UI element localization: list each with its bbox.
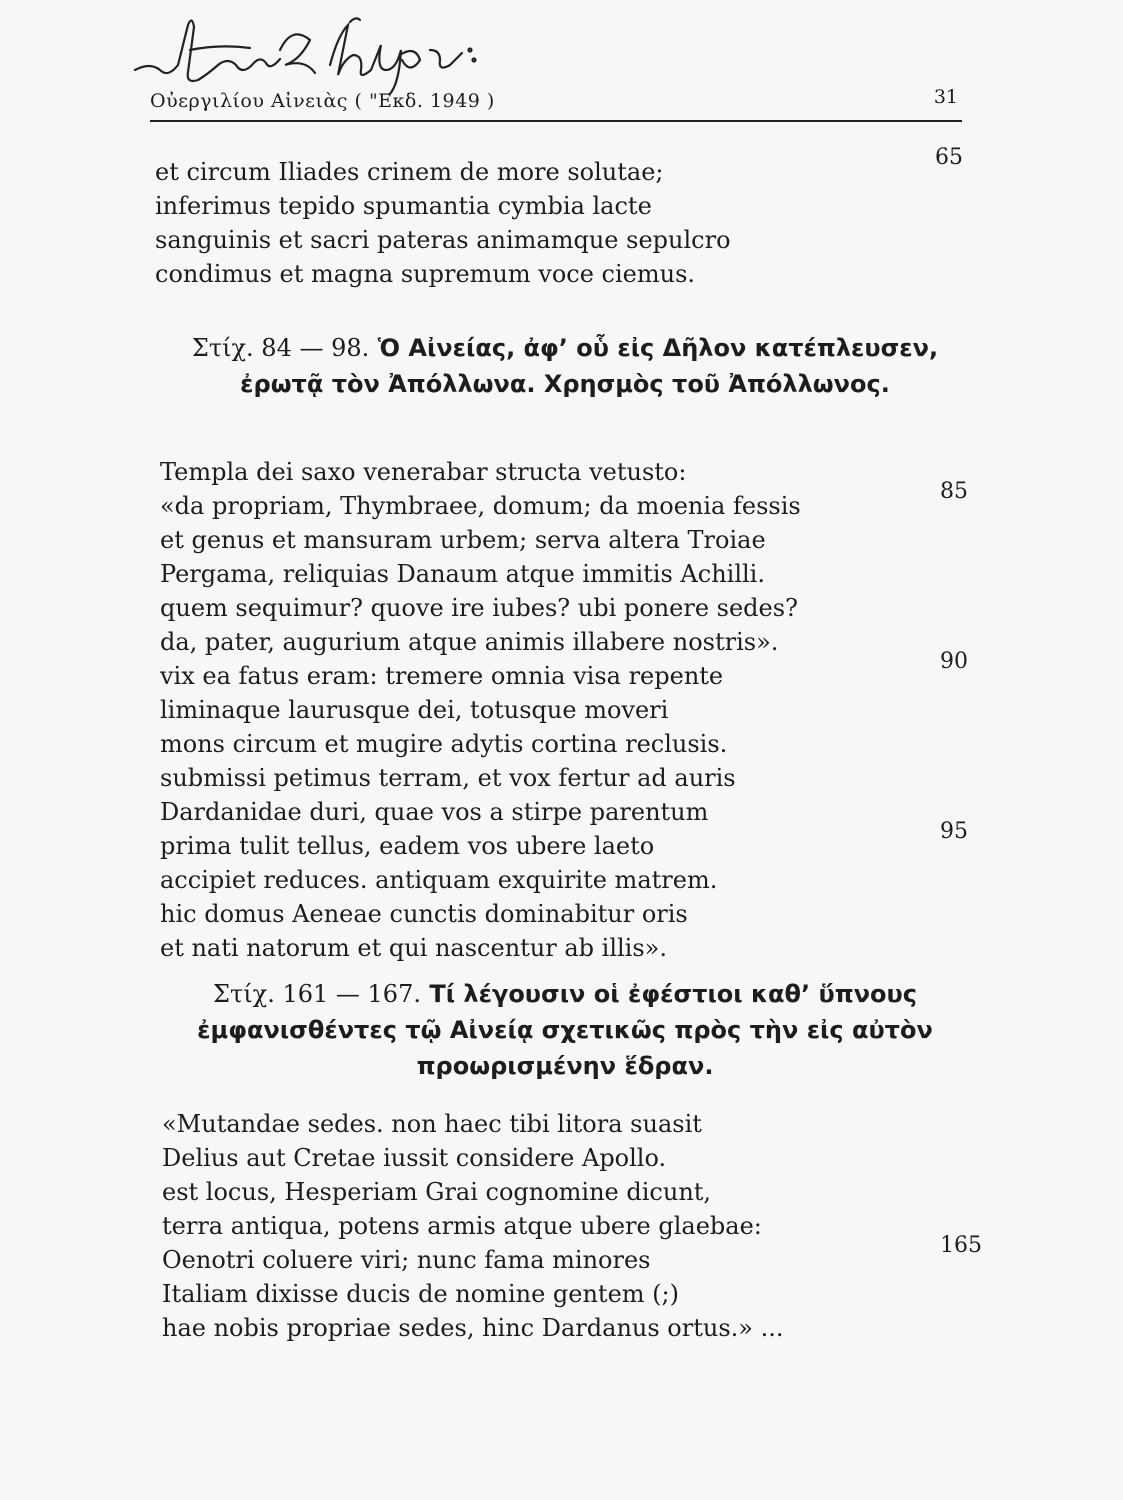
verse-line	[0, 1233, 1123, 1277]
section-heading-1	[155, 330, 975, 402]
verse-text: «Mutandae sedes. non haec tibi litora suasit	[162, 1110, 702, 1138]
line-number: 65	[935, 145, 963, 170]
verse-line	[0, 557, 1123, 591]
line-number: 95	[940, 819, 968, 844]
verse-line	[0, 257, 1123, 291]
verse-text: submissi petimus terram, et vox fertur ad auris	[160, 764, 736, 792]
heading-reference: Στίχ. 84 — 98.	[191, 334, 370, 362]
verse-text: Templa dei saxo venerabar structa vetusto:	[160, 458, 687, 486]
verse-line	[0, 819, 1123, 863]
verse-text: mons circum et mugire adytis cortina reclusis.	[160, 730, 728, 758]
verse-text: quem sequimur? quove ire iubes? ubi ponere sedes?	[160, 594, 798, 622]
verse-line	[0, 479, 1123, 523]
verse-text: inferimus tepido spumantia cymbia lacte	[155, 192, 652, 220]
verse-text: prima tulit tellus, eadem vos ubere laeto	[160, 832, 655, 860]
verse-text: terra antiqua, potens armis atque ubere glaebae:	[162, 1212, 762, 1240]
heading-title: Ὁ Αἰνείας, ἀφ’ οὗ εἰς Δῆλον κατέπλευσεν, ἐρωτᾷ τὸν Ἀπόλλωνα. Χρησμὸς τοῦ Ἀπόλλωνος.	[240, 334, 939, 398]
verse-line	[0, 1107, 1123, 1141]
verse-text: Delius aut Cretae iussit considere Apollo.	[162, 1144, 667, 1172]
heading-title: Τί λέγουσιν οἱ ἐφέστιοι καθ’ ὕπνους ἐμφανισθέντες τῷ Αἰνείᾳ σχετικῶς πρὸς τὴν εἰς αὐτὸν προωρισμένην ἕδραν.	[197, 980, 933, 1080]
verse-text: sanguinis et sacri pateras animamque sepulcro	[155, 226, 731, 254]
verse-text: et nati natorum et qui nascentur ab illis».	[160, 934, 667, 962]
verse-block-1	[0, 145, 1123, 291]
verse-line	[0, 591, 1123, 625]
verse-text: hic domus Aeneae cunctis dominabitur oris	[160, 900, 688, 928]
verse-text: est locus, Hesperiam Grai cognomine dicunt,	[162, 1178, 712, 1206]
verse-line	[0, 761, 1123, 795]
verse-text: et genus et mansuram urbem; serva altera Troiae	[160, 526, 766, 554]
verse-text: condimus et magna supremum voce ciemus.	[155, 260, 696, 288]
verse-line	[0, 1311, 1123, 1345]
handwritten-signature	[130, 10, 550, 95]
verse-line	[0, 1141, 1123, 1175]
verse-text: Dardanidae duri, quae vos a stirpe parentum	[160, 798, 709, 826]
verse-line	[0, 523, 1123, 557]
verse-text: hae nobis propriae sedes, hinc Dardanus ortus.» ...	[162, 1314, 784, 1342]
header-rule	[150, 120, 962, 122]
line-number: 85	[940, 479, 968, 504]
running-head: Οὐεργιλίου Αἰνειὰς ( "Εκδ. 1949 )	[150, 90, 495, 112]
verse-line	[0, 727, 1123, 761]
page-number: 31	[933, 86, 958, 108]
verse-line	[0, 145, 1123, 189]
verse-line	[0, 693, 1123, 727]
verse-text: Pergama, reliquias Danaum atque immitis Achilli.	[160, 560, 765, 588]
verse-block-3	[0, 1107, 1123, 1345]
line-number: 90	[940, 649, 968, 674]
section-heading-2	[155, 976, 975, 1084]
line-number: 165	[940, 1233, 982, 1258]
verse-text: «da propriam, Thymbraee, domum; da moenia fessis	[160, 492, 801, 520]
verse-text: liminaque laurusque dei, totusque moveri	[160, 696, 669, 724]
verse-block-2	[0, 455, 1123, 965]
verse-line	[0, 931, 1123, 965]
verse-text: accipiet reduces. antiquam exquirite matrem.	[160, 866, 718, 894]
heading-reference: Στίχ. 161 — 167.	[213, 980, 421, 1008]
verse-line	[0, 649, 1123, 693]
signature-image	[130, 10, 550, 95]
verse-line	[0, 1175, 1123, 1209]
verse-text: Italiam dixisse ducis de nomine gentem (;)	[162, 1280, 679, 1308]
verse-line	[0, 189, 1123, 223]
verse-text: vix ea fatus eram: tremere omnia visa repente	[160, 662, 724, 690]
verse-line	[0, 223, 1123, 257]
verse-line	[0, 897, 1123, 931]
verse-line	[0, 863, 1123, 897]
verse-text: da, pater, augurium atque animis illabere nostris».	[160, 628, 779, 656]
verse-line	[0, 1277, 1123, 1311]
verse-text: Oenotri coluere viri; nunc fama minores	[162, 1246, 651, 1274]
verse-text: et circum Iliades crinem de more solutae;	[155, 158, 664, 186]
